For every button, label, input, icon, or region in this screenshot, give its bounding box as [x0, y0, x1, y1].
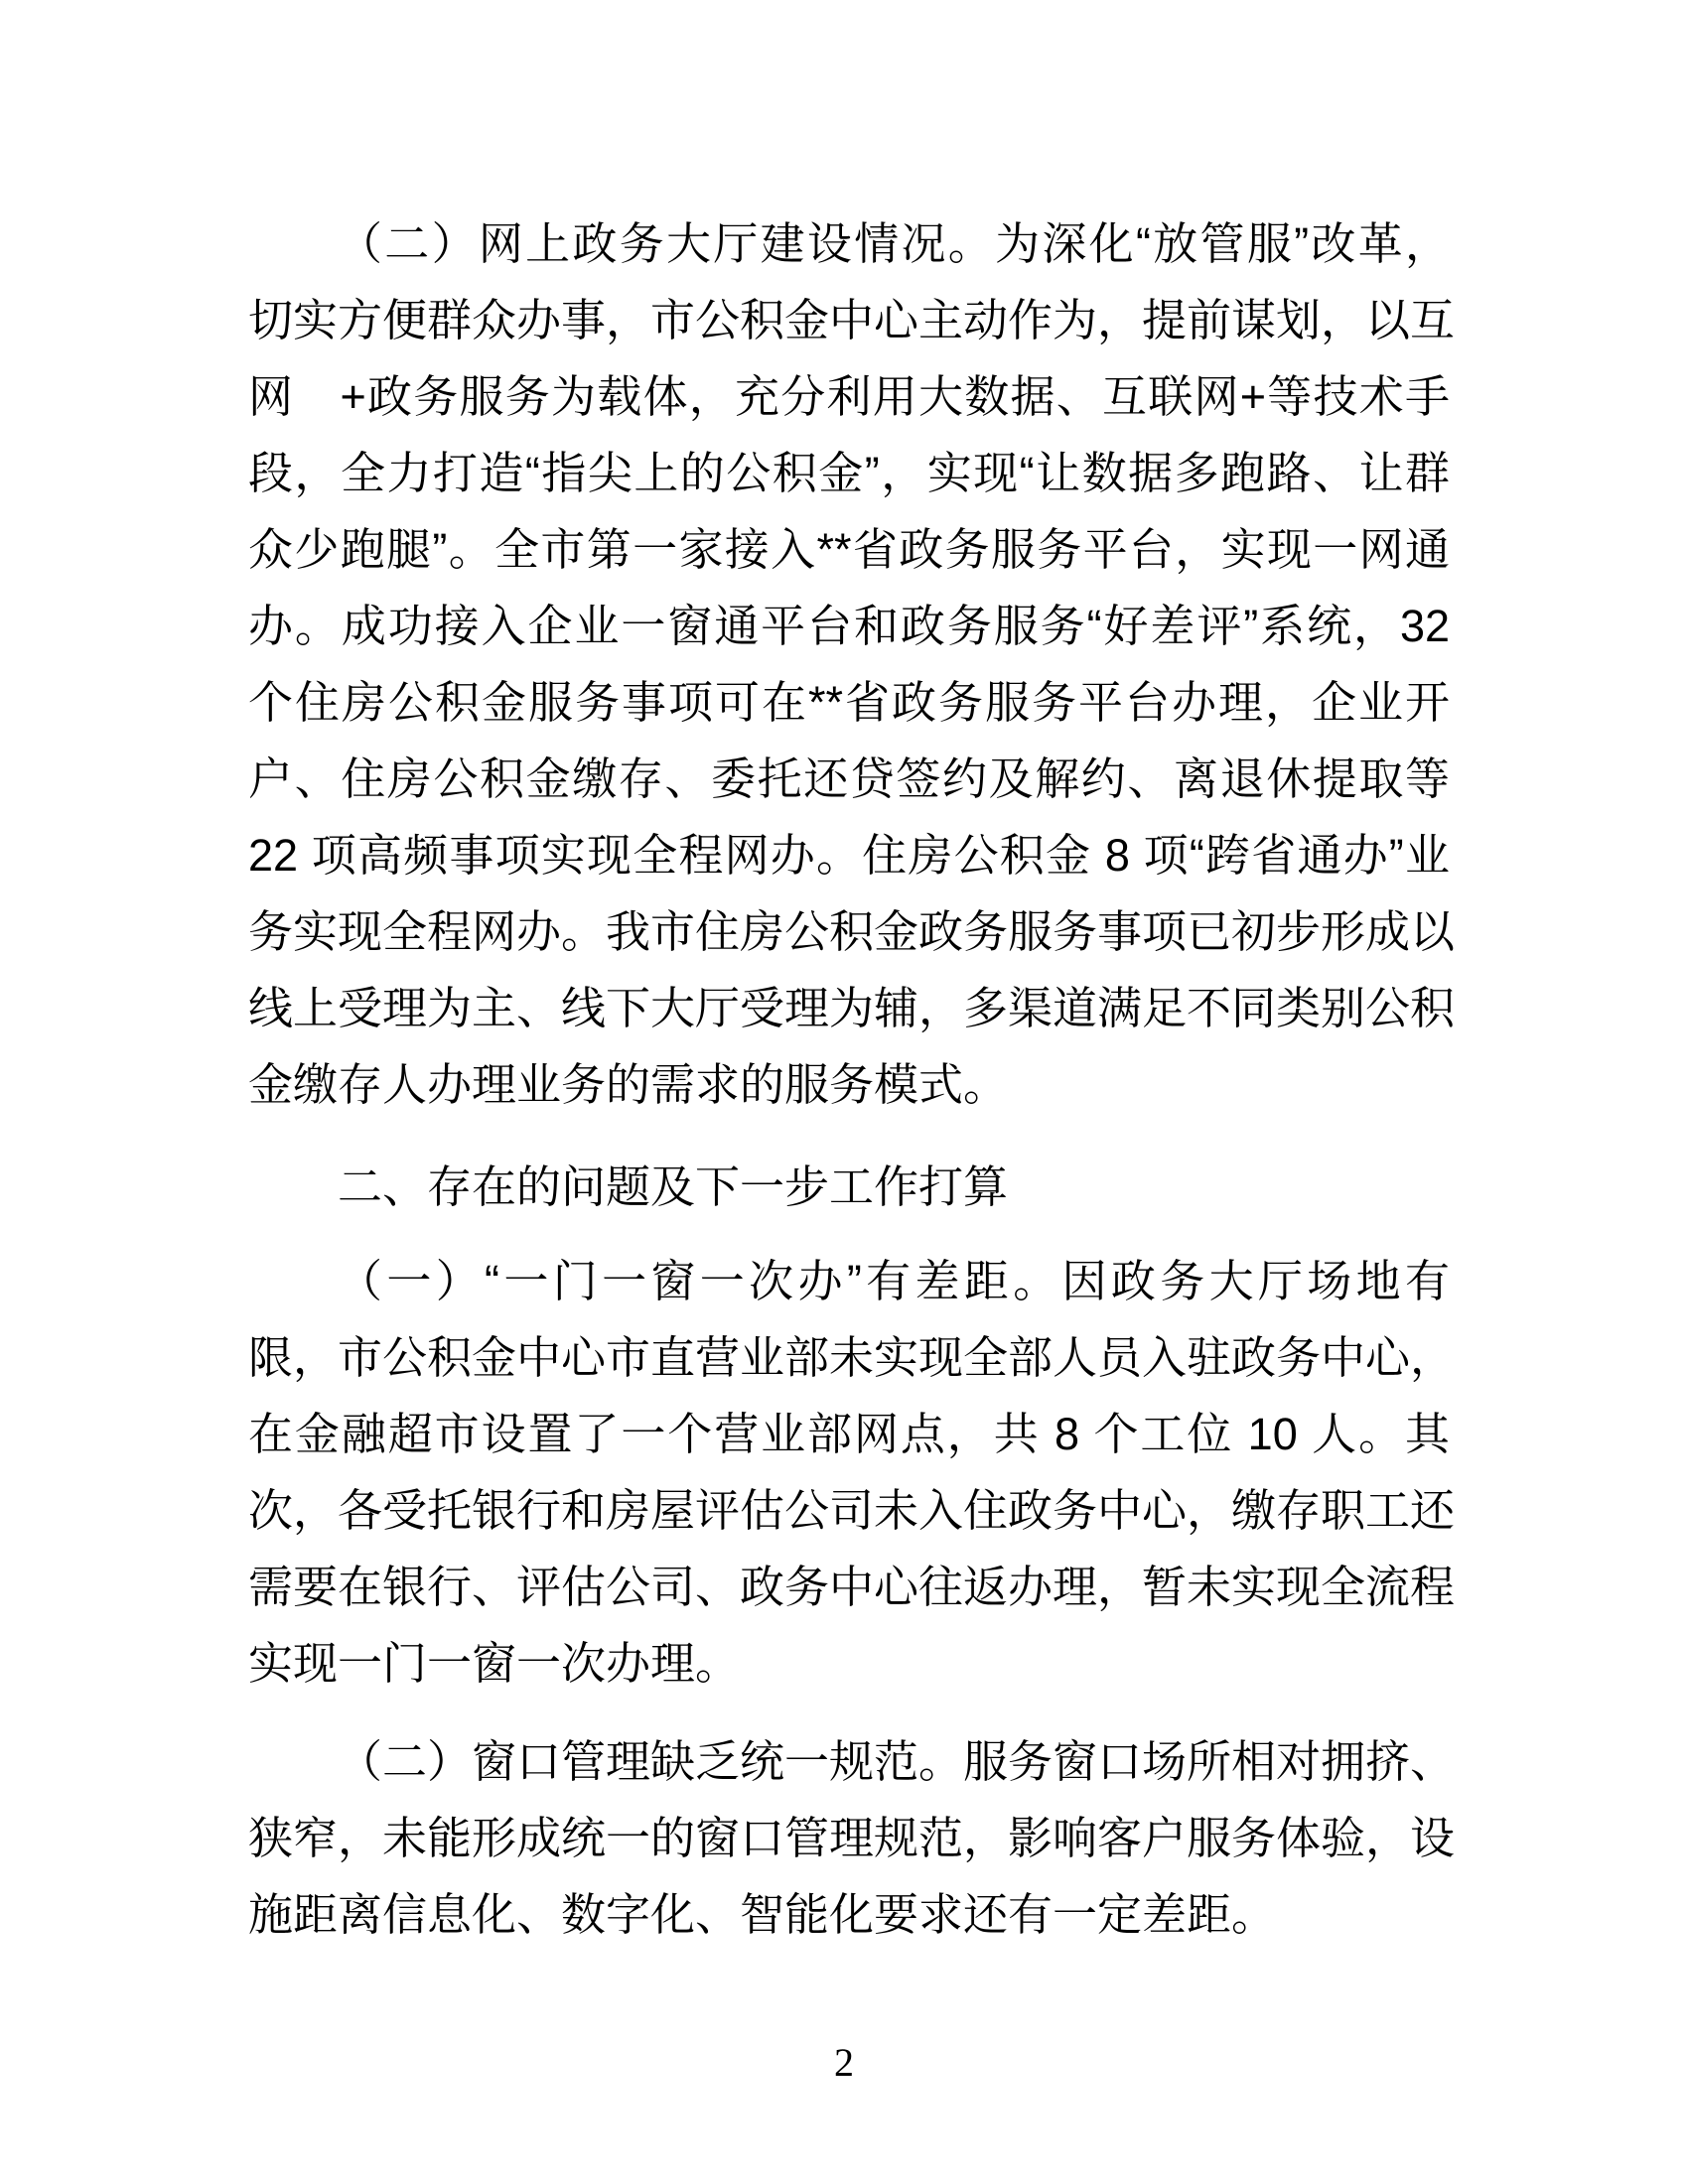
text-line: 狭窄，未能形成统一的窗口管理规范，影响客户服务体验，设 [248, 1813, 1456, 1863]
text-line: （二）窗口管理缺乏统一规范。服务窗口场所相对拥挤、 [338, 1736, 1456, 1787]
text-line: 次，各受托银行和房屋评估公司未入住政务中心，缴存职工还 [248, 1485, 1456, 1536]
text-line: 段，全力打造“指尖上的公积金”，实现“让数据多跑路、让群 [248, 448, 1450, 498]
paragraph-online-hall [248, 205, 1456, 1123]
paragraph-section-heading [248, 1149, 1450, 1225]
text-line: 切实方便群众办事，市公积金中心主动作为，提前谋划，以互 [248, 295, 1456, 345]
page-number: 2 [834, 2040, 854, 2085]
paragraph-problem-two [248, 1723, 1456, 1953]
text-line: 网 +政务服务为载体，充分利用大数据、互联网+等技术手 [248, 371, 1450, 422]
text-line: 办。成功接入企业一窗通平台和政务服务“好差评”系统，32 [248, 601, 1450, 651]
text-line: 在金融超市设置了一个营业部网点，共 8 个工位 10 人。其 [248, 1409, 1450, 1459]
text-line: 实现一门一窗一次办理。 [248, 1638, 741, 1689]
text-line: 务实现全程网办。我市住房公积金政务服务事项已初步形成以 [248, 906, 1456, 957]
text-line: 金缴存人办理业务的需求的服务模式。 [248, 1059, 1009, 1110]
text-line: 个住房公积金服务事项可在**省政务服务平台办理，企业开 [248, 677, 1450, 728]
text-line: 二、存在的问题及下一步工作打算 [338, 1161, 1009, 1212]
text-line: 线上受理为主、线下大厅受理为辅，多渠道满足不同类别公积 [248, 983, 1456, 1033]
paragraph-problem-one [248, 1243, 1456, 1702]
text-line: 众少跑腿”。全市第一家接入**省政务服务平台，实现一网通 [248, 524, 1450, 575]
text-line: （一）“一门一窗一次办”有差距。因政务大厅场地有 [338, 1256, 1450, 1306]
text-line: 施距离信息化、数字化、智能化要求还有一定差距。 [248, 1889, 1277, 1940]
text-line: 需要在银行、评估公司、政务中心往返办理，暂未实现全流程 [248, 1562, 1456, 1612]
text-line: （二）网上政务大厅建设情况。为深化“放管服”改革， [338, 218, 1450, 269]
page-footer [0, 2041, 1688, 2085]
document-body [248, 205, 1456, 1953]
text-line: 户、住房公积金缴存、委托还贷签约及解约、离退休提取等 [248, 753, 1450, 804]
text-line: 22 项高频事项实现全程网办。住房公积金 8 项“跨省通办”业 [248, 830, 1450, 881]
text-line: 限，市公积金中心市直营业部未实现全部人员入驻政务中心， [248, 1332, 1456, 1383]
